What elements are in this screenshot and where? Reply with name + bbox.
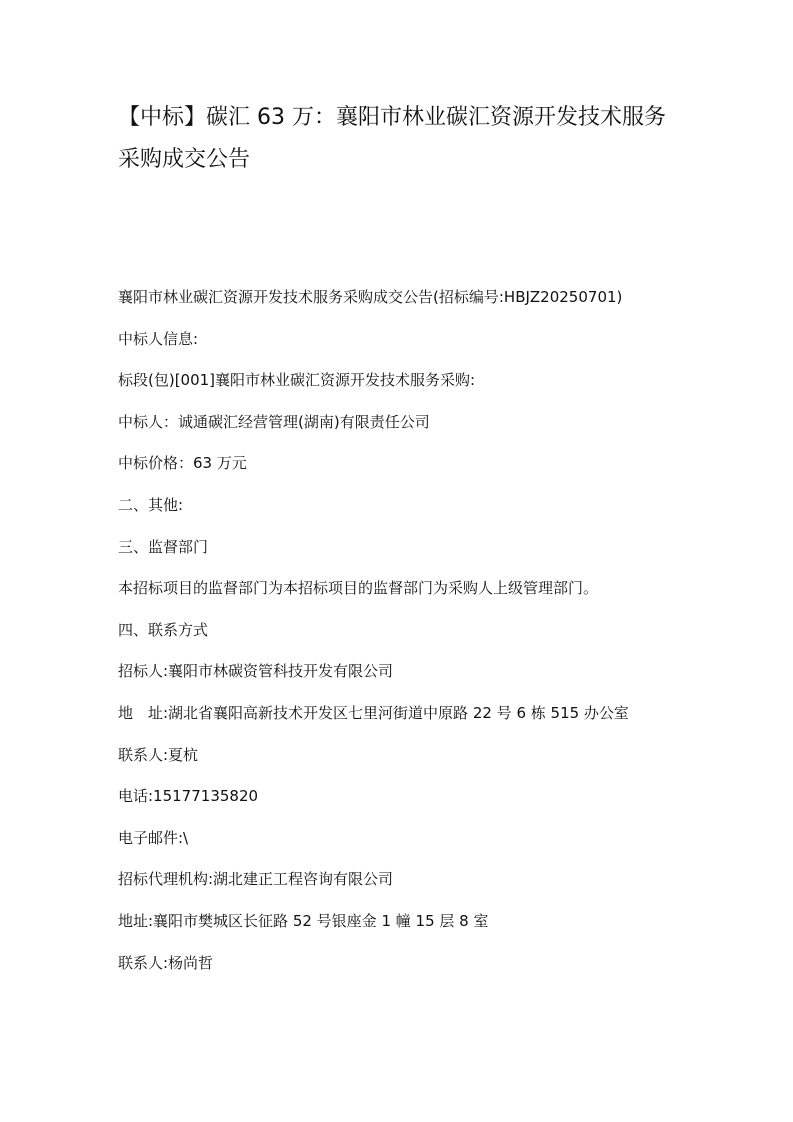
- section-supervision: 三、监督部门: [118, 537, 209, 556]
- paragraph-tenderer-address: 地 址:湖北省襄阳高新技术开发区七里河街道中原路 22 号 6 栋 515 办公室: [118, 703, 629, 722]
- paragraph-agency-address: 地址:襄阳市樊城区长征路 52 号银座金 1 幢 15 层 8 室: [118, 911, 489, 930]
- section-contact: 四、联系方式: [118, 620, 209, 639]
- paragraph-phone: 电话:15177135820: [118, 787, 259, 806]
- paragraph-winner: 中标人：诚通碳汇经营管理(湖南)有限责任公司: [118, 412, 430, 431]
- paragraph-agency: 招标代理机构:湖北建正工程咨询有限公司: [118, 870, 394, 889]
- paragraph-price: 中标价格：63 万元: [118, 454, 247, 473]
- paragraph-tenderer: 招标人:襄阳市林碳资管科技开发有限公司: [118, 662, 394, 681]
- paragraph-supervision: 本招标项目的监督部门为本招标项目的监督部门为采购人上级管理部门。: [118, 579, 599, 598]
- paragraph-winner-info: 中标人信息:: [118, 329, 199, 348]
- paragraph-lot: 标段(包)[001]襄阳市林业碳汇资源开发技术服务采购:: [118, 371, 476, 390]
- document-title: 【中标】碳汇 63 万：襄阳市林业碳汇资源开发技术服务采购成交公告: [118, 105, 666, 172]
- paragraph-email: 电子邮件:\: [118, 828, 189, 847]
- paragraph-announcement: 襄阳市林业碳汇资源开发技术服务采购成交公告(招标编号:HBJZ20250701): [118, 288, 623, 306]
- paragraph-tenderer-contact: 联系人:夏杭: [118, 745, 199, 764]
- section-other: 二、其他:: [118, 495, 184, 514]
- document-body: [118, 277, 673, 984]
- paragraph-agency-contact: 联系人:杨尚哲: [118, 953, 214, 972]
